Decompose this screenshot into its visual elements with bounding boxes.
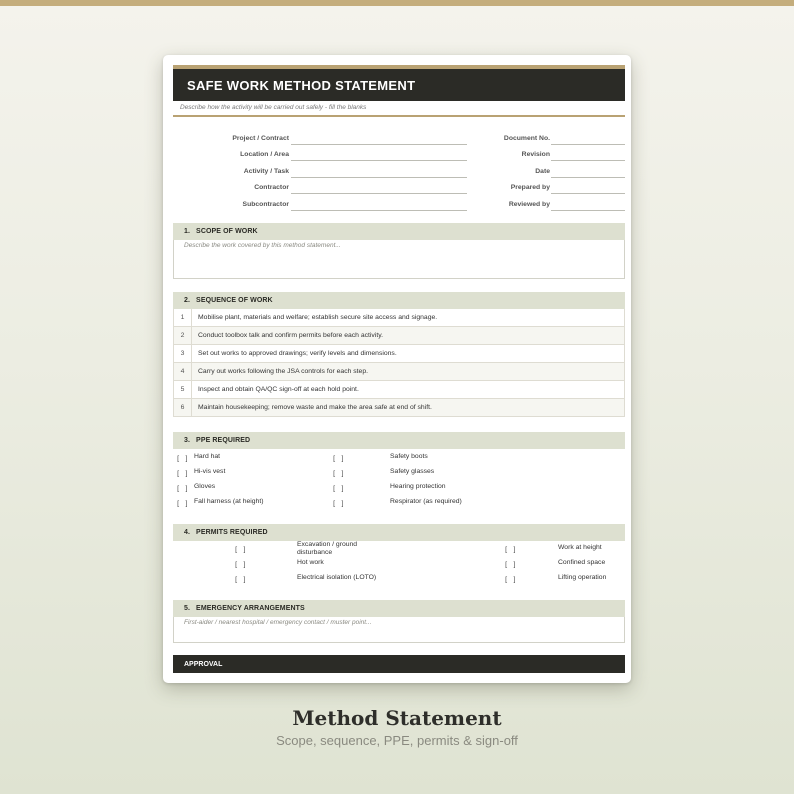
- step-number: 3: [174, 345, 192, 362]
- sequence-row: [173, 381, 625, 399]
- ppe-checkbox-hi-vis[interactable]: [ ]: [176, 470, 189, 478]
- step-number: 4: [174, 363, 192, 380]
- permit-label-electrical: Electrical isolation (LOTO): [297, 574, 377, 581]
- field-input-reviewed-by[interactable]: [551, 210, 625, 211]
- field-label-prepared-by: Prepared by: [510, 184, 550, 191]
- section-number: 3.: [184, 437, 191, 444]
- section-number: 1.: [184, 228, 191, 235]
- emergency-hint: First-aider / nearest hospital / emergency contact / muster point...: [184, 619, 372, 626]
- field-label-location: Location / Area: [240, 151, 289, 158]
- field-label-activity: Activity / Task: [243, 168, 289, 175]
- field-label-subcontractor: Subcontractor: [242, 201, 289, 208]
- section-title: PERMITS REQUIRED: [196, 529, 268, 536]
- approval-bar: [173, 655, 625, 673]
- emergency-text-area[interactable]: [173, 617, 625, 643]
- field-label-reviewed-by: Reviewed by: [508, 201, 550, 208]
- gold-rule: [173, 115, 625, 117]
- scope-text-area[interactable]: [173, 240, 625, 279]
- step-number: 1: [174, 309, 192, 326]
- document-sheet: [163, 55, 631, 683]
- top-accent-strip: [0, 0, 794, 6]
- field-input-date[interactable]: [551, 177, 625, 178]
- step-text: Mobilise plant, materials and welfare; establish secure site access and signage.: [198, 314, 438, 321]
- section-title: PPE REQUIRED: [196, 437, 251, 444]
- field-label-date: Date: [535, 168, 550, 175]
- step-text: Inspect and obtain QA/QC sign-off at each hold point.: [198, 386, 359, 393]
- step-text: Set out works to approved drawings; verify levels and dimensions.: [198, 350, 397, 357]
- sequence-row: [173, 309, 625, 327]
- ppe-label-hearing: Hearing protection: [390, 483, 446, 490]
- ppe-checkbox-hearing[interactable]: [ ]: [332, 485, 345, 493]
- ppe-label-safety-boots: Safety boots: [390, 453, 428, 460]
- permit-label-confined-space: Confined space: [558, 559, 606, 566]
- caption-subtitle: Scope, sequence, PPE, permits & sign-off: [276, 733, 518, 748]
- field-label-revision: Revision: [521, 151, 550, 158]
- ppe-label-fall-harness: Fall harness (at height): [194, 498, 264, 505]
- field-label-contractor: Contractor: [254, 184, 289, 191]
- field-input-revision[interactable]: [551, 160, 625, 161]
- section-title: SCOPE OF WORK: [196, 228, 258, 235]
- field-input-contractor[interactable]: [291, 193, 467, 194]
- scope-hint: Describe the work covered by this method statement...: [184, 242, 341, 249]
- ppe-label-hard-hat: Hard hat: [194, 453, 221, 460]
- permit-checkbox-hot-work[interactable]: [ ]: [234, 561, 247, 569]
- step-number: 5: [174, 381, 192, 398]
- section-title: EMERGENCY ARRANGEMENTS: [196, 605, 305, 612]
- ppe-label-gloves: Gloves: [194, 483, 216, 490]
- step-text: Carry out works following the JSA controls for each step.: [198, 368, 368, 375]
- section-number: 5.: [184, 605, 191, 612]
- permit-label-lifting: Lifting operation: [558, 574, 607, 581]
- section-header-scope: [173, 223, 625, 240]
- field-label-document-no: Document No.: [503, 135, 550, 142]
- ppe-checkbox-safety-glasses[interactable]: [ ]: [332, 470, 345, 478]
- sequence-row: [173, 345, 625, 363]
- field-input-subcontractor[interactable]: [291, 210, 467, 211]
- field-input-project[interactable]: [291, 144, 467, 145]
- field-input-prepared-by[interactable]: [551, 193, 625, 194]
- section-header-sequence: [173, 292, 625, 309]
- document-title: SAFE WORK METHOD STATEMENT: [187, 77, 416, 93]
- field-label-project: Project / Contract: [232, 135, 289, 142]
- section-number: 4.: [184, 529, 191, 536]
- permit-checkbox-lifting[interactable]: [ ]: [504, 576, 517, 584]
- section-title: SEQUENCE OF WORK: [196, 297, 273, 304]
- ppe-checkbox-hard-hat[interactable]: [ ]: [176, 455, 189, 463]
- step-text: Maintain housekeeping; remove waste and make the area safe at end of shift.: [198, 404, 432, 411]
- ppe-checkbox-safety-boots[interactable]: [ ]: [332, 455, 345, 463]
- permit-checkbox-electrical[interactable]: [ ]: [234, 576, 247, 584]
- step-number: 2: [174, 327, 192, 344]
- permit-checkbox-excavation[interactable]: [ ]: [234, 546, 247, 554]
- ppe-checkbox-respirator[interactable]: [ ]: [332, 500, 345, 508]
- sequence-row: [173, 327, 625, 345]
- ppe-label-hi-vis: Hi-vis vest: [194, 468, 226, 475]
- permit-checkbox-confined-space[interactable]: [ ]: [504, 561, 517, 569]
- permit-label-hot-work: Hot work: [297, 559, 324, 566]
- caption-title: Method Statement: [292, 706, 502, 730]
- ppe-checkbox-fall-harness[interactable]: [ ]: [176, 500, 189, 508]
- ppe-label-respirator: Respirator (as required): [390, 498, 462, 505]
- section-header-permits: [173, 524, 625, 541]
- field-input-document-no[interactable]: [551, 144, 625, 145]
- step-number: 6: [174, 399, 192, 416]
- step-text: Conduct toolbox talk and confirm permits before each activity.: [198, 332, 383, 339]
- ppe-label-safety-glasses: Safety glasses: [390, 468, 435, 475]
- field-input-activity[interactable]: [291, 177, 467, 178]
- approval-label: APPROVAL: [184, 660, 223, 668]
- section-header-ppe: [173, 432, 625, 449]
- field-input-location[interactable]: [291, 160, 467, 161]
- section-number: 2.: [184, 297, 191, 304]
- permit-checkbox-work-at-height[interactable]: [ ]: [504, 546, 517, 554]
- ppe-checkbox-gloves[interactable]: [ ]: [176, 485, 189, 493]
- document-subtitle: Describe how the activity will be carried out safely - fill the blanks: [180, 104, 367, 111]
- permit-label-work-at-height: Work at height: [558, 544, 602, 551]
- section-header-emergency: [173, 600, 625, 617]
- sequence-row: [173, 363, 625, 381]
- permit-label-excavation: Excavation / ground disturbance: [297, 541, 358, 556]
- sequence-row: [173, 399, 625, 417]
- document-title-bar: [173, 69, 625, 101]
